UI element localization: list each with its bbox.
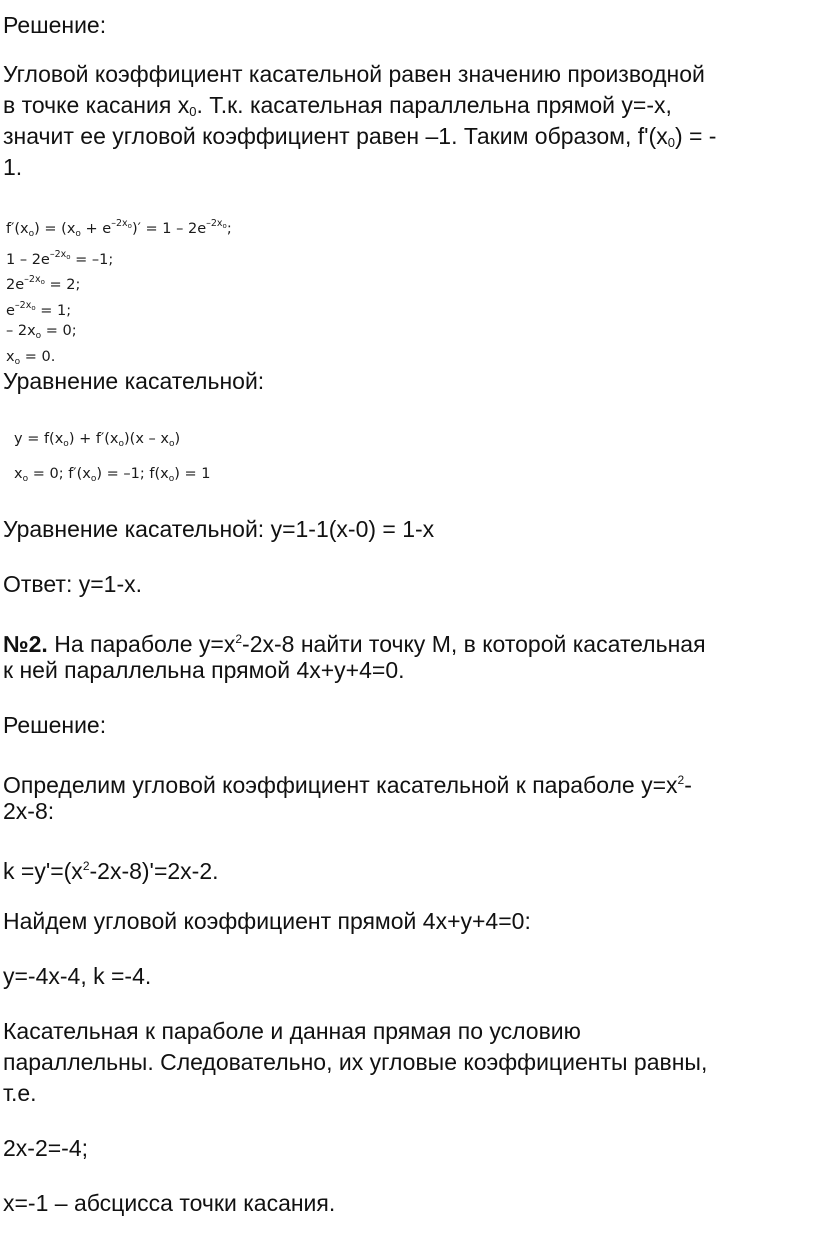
tangent-equation-heading: Уравнение касательной:: [3, 368, 265, 394]
formula-line: $2e^{-2x_o} = 2$;: [6, 274, 81, 293]
formula-line: $x_o = 0$; $f'(x_o) = -1$; $f(x_o) = 1$: [14, 466, 211, 484]
paragraph-line: в точке касания $x_0$. Т.к. касательная параллельна прямой y=-x,: [3, 92, 672, 119]
paragraph-line: Угловой коэффициент касательной равен значению производной: [3, 61, 705, 87]
formula-line: – $2x_o = 0$;: [6, 323, 77, 341]
solution-heading-2: Решение:: [3, 712, 107, 738]
formula-line: $e^{-2x_o} = 1$;: [6, 299, 72, 319]
paragraph-line: Касательная к параболе и данная прямая по условию: [3, 1018, 581, 1044]
tangent-equation-result: Уравнение касательной: y=1-1(x-0) = 1-x: [3, 516, 435, 542]
derivation-formula-block: [6, 214, 232, 372]
problem-2-line: №2. На параболе $y=x^2-2x-8$ найти точку М, в которой касательная: [3, 631, 706, 657]
paragraph-line: 1.: [3, 154, 23, 180]
problem-2-line: к ней параллельна прямой 4x+y+4=0.: [3, 657, 405, 683]
find-line-slope: Найдем угловой коэффициент прямой 4x+y+4=0:: [3, 908, 531, 934]
paragraph-line: Определим угловой коэффициент касательной к параболе $y=x^2-$: [3, 772, 692, 798]
formula-line: $1 - 2e^{-2x_o} = -1$;: [6, 248, 114, 268]
slope-derivative: $k =y'=(x^2-2x-8)'=2x-2$.: [3, 858, 219, 884]
tangent-formula-block: [14, 424, 210, 494]
formula-line: $f'(x_o) = (x_o + e^{-2x_o})' = 1 - 2e^{-2x_o}$;: [6, 218, 232, 239]
paragraph-line: т.е.: [3, 1080, 37, 1106]
paragraph-line: 2x-8:: [3, 798, 55, 824]
line-slope: y=-4x-4, k =-4.: [3, 963, 152, 989]
formula-line: $y = f(x_o) + f'(x_o)(x - x_o)$: [14, 431, 181, 449]
problem-number: №2.: [3, 631, 48, 657]
paragraph-line: значит ее угловой коэффициент равен –1. Таким образом, $f'(x_0)$ = -: [3, 123, 717, 150]
paragraph-line: параллельны. Следовательно, их угловые коэффициенты равны,: [3, 1049, 708, 1075]
answer-1: Ответ: y=1-x.: [3, 571, 142, 597]
formula-line: $x_o = 0$.: [6, 348, 56, 367]
solution-heading: Решение:: [3, 12, 107, 38]
abscissa-result: x=-1 – абсцисса точки касания.: [3, 1190, 336, 1216]
equation: 2x-2=-4;: [3, 1135, 89, 1161]
